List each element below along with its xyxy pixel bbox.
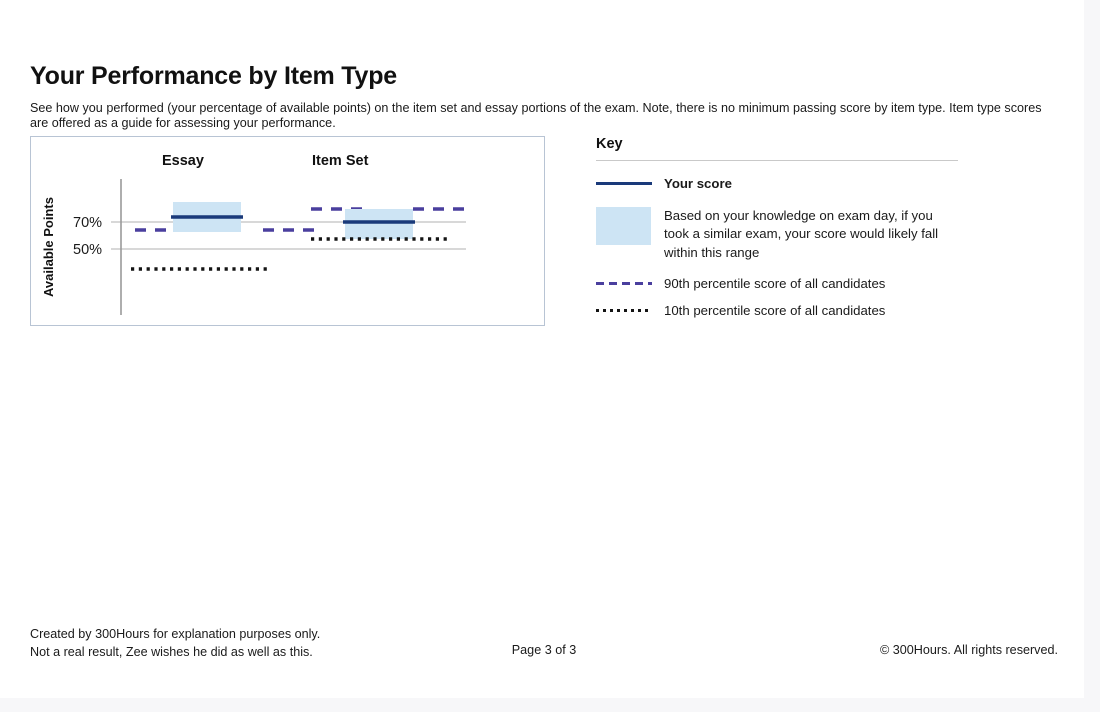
- key-divider: [596, 160, 958, 161]
- key-label-score-range: Based on your knowledge on exam day, if you took a similar exam, your score would likely fall within this range: [664, 207, 939, 260]
- key-swatch-wrap: [596, 175, 652, 185]
- footer-attribution-line-2: Not a real result, Zee wishes he did as well as this.: [30, 644, 313, 659]
- key-label-90th-percentile: 90th percentile score of all candidates: [664, 276, 886, 292]
- y-axis-title: Available Points: [41, 197, 56, 297]
- footer-attribution-line-1: Created by 300Hours for explanation purposes only.: [30, 627, 321, 641]
- footer-page-number: Page 3 of 3: [511, 643, 577, 657]
- key-swatch-wrap: [596, 275, 652, 285]
- dotted-line-icon: [596, 309, 652, 312]
- page-footer: [30, 626, 1058, 666]
- key-label-your-score: Your score: [664, 176, 732, 191]
- chart-key-panel: [596, 136, 958, 329]
- key-item-score-range: [596, 207, 958, 263]
- chart-group-label-item-set: Item Set: [312, 153, 369, 169]
- key-swatch-wrap: [596, 207, 652, 245]
- dashed-line-icon: [596, 282, 652, 285]
- key-item-your-score: [596, 175, 958, 194]
- page-description: See how you performed (your percentage of available points) on the item set and essay portions of the exam. Note, there is no minimum passing score by item type. Item type scores are offered as a guide for assessing your performance.: [30, 100, 1042, 131]
- key-swatch-wrap: [596, 302, 652, 312]
- item-set-score-range-band: [345, 209, 413, 239]
- key-label-10th-percentile: 10th percentile score of all candidates: [664, 302, 886, 318]
- key-title: Key: [596, 136, 623, 152]
- performance-chart-panel: [30, 136, 545, 326]
- performance-chart: [31, 137, 544, 323]
- key-item-10th-percentile: [596, 302, 958, 321]
- footer-copyright: © 300Hours. All rights reserved.: [880, 643, 1058, 657]
- key-item-90th-percentile: [596, 275, 958, 294]
- page-title: Your Performance by Item Type: [30, 61, 397, 90]
- light-blue-box-icon: [596, 207, 651, 245]
- chart-group-label-essay: Essay: [162, 153, 204, 169]
- y-tick-label-50: 50%: [73, 242, 103, 258]
- solid-line-icon: [596, 182, 652, 185]
- y-tick-label-70: 70%: [73, 215, 103, 231]
